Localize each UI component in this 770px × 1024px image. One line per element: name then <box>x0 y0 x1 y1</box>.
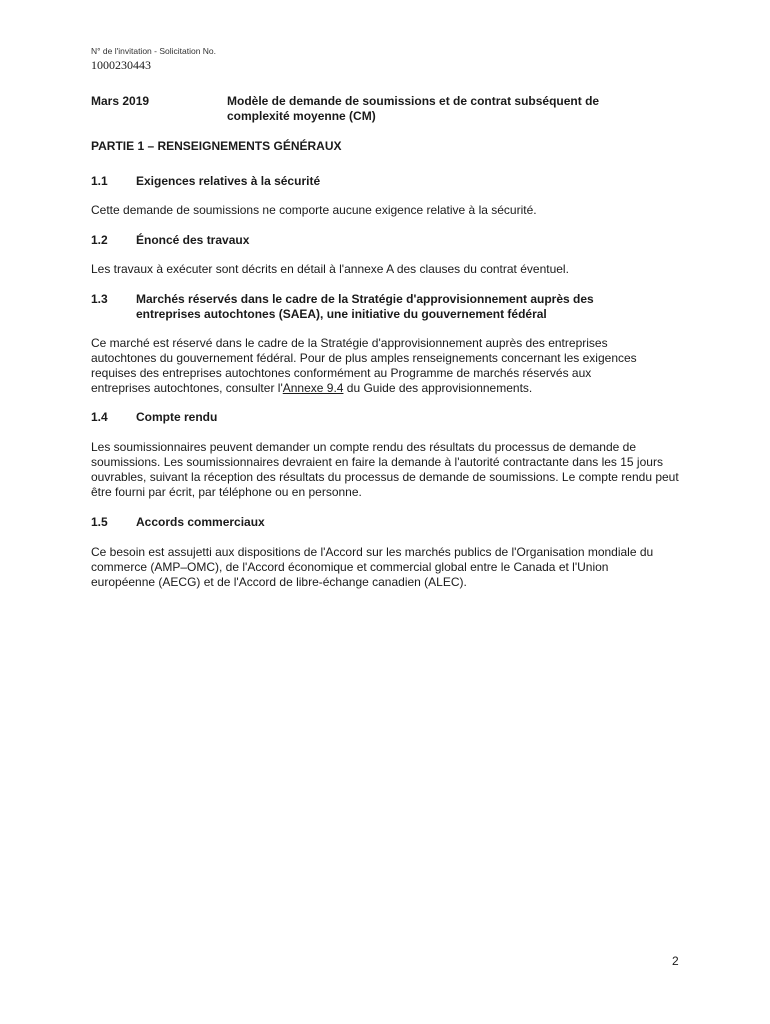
section-number: 1.3 <box>91 292 108 306</box>
section-title: Exigences relatives à la sécurité <box>136 174 321 188</box>
section-paragraph: Les soumissionnaires peuvent demander un compte rendu des résultats du processus de demande de soumissions. Les soumissionnaires devraient en faire la demande à l'autorité contractante dans les 15 jours ouvrables, suivant la réception des résultats du processus de demande de soumissions. Le compte rendu peut être fourni par écrit, par téléphone ou en personne. <box>91 440 679 499</box>
paragraph-text: du Guide des approvisionnements. <box>343 381 533 395</box>
section-paragraph: Cette demande de soumissions ne comporte aucune exigence relative à la sécurité. <box>91 203 537 217</box>
section-number: 1.2 <box>91 233 108 247</box>
section-title: Compte rendu <box>136 410 218 424</box>
solicitation-label: N° de l'invitation - Solicitation No. <box>91 46 217 56</box>
document-title: Modèle de demande de soumissions et de contrat subséquent de complexité moyenne (CM) <box>227 94 600 123</box>
header-date: Mars 2019 <box>91 94 150 108</box>
section-number: 1.1 <box>91 174 108 188</box>
page-number: 2 <box>672 954 679 968</box>
section-paragraph: Les travaux à exécuter sont décrits en détail à l'annexe A des clauses du contrat éventuel. <box>91 262 569 276</box>
paragraph-text: Ce marché est réservé dans le cadre de la Stratégie d'approvisionnement auprès des entreprises autochtones du gouvernement fédéral. Pour de plus amples renseignements concernant les exigences requises des entreprises autochtones conformément au Programme de marchés réservés aux entreprises autochtones, consulter l' <box>91 336 637 395</box>
section-title: Marchés réservés dans le cadre de la Stratégie d'approvisionnement auprès des entreprises autochtones (SAEA), une initiative du gouvernement fédéral <box>136 292 594 321</box>
section-paragraph: Ce besoin est assujetti aux dispositions de l'Accord sur les marchés publics de l'Organisation mondiale du commerce (AMP–OMC), de l'Accord économique et commercial global entre le Canada et l'Union européenne (AECG) et de l'Accord de libre-échange canadien (ALEC). <box>91 545 654 589</box>
part-title: PARTIE 1 – RENSEIGNEMENTS GÉNÉRAUX <box>91 139 342 153</box>
section-title: Énoncé des travaux <box>136 233 250 247</box>
annex-link[interactable]: Annexe 9.4 <box>282 381 344 395</box>
section-title: Accords commerciaux <box>136 515 265 529</box>
section-paragraph <box>91 336 651 396</box>
section-number: 1.5 <box>91 515 108 529</box>
solicitation-number: 1000230443 <box>91 58 151 72</box>
section-number: 1.4 <box>91 410 108 424</box>
